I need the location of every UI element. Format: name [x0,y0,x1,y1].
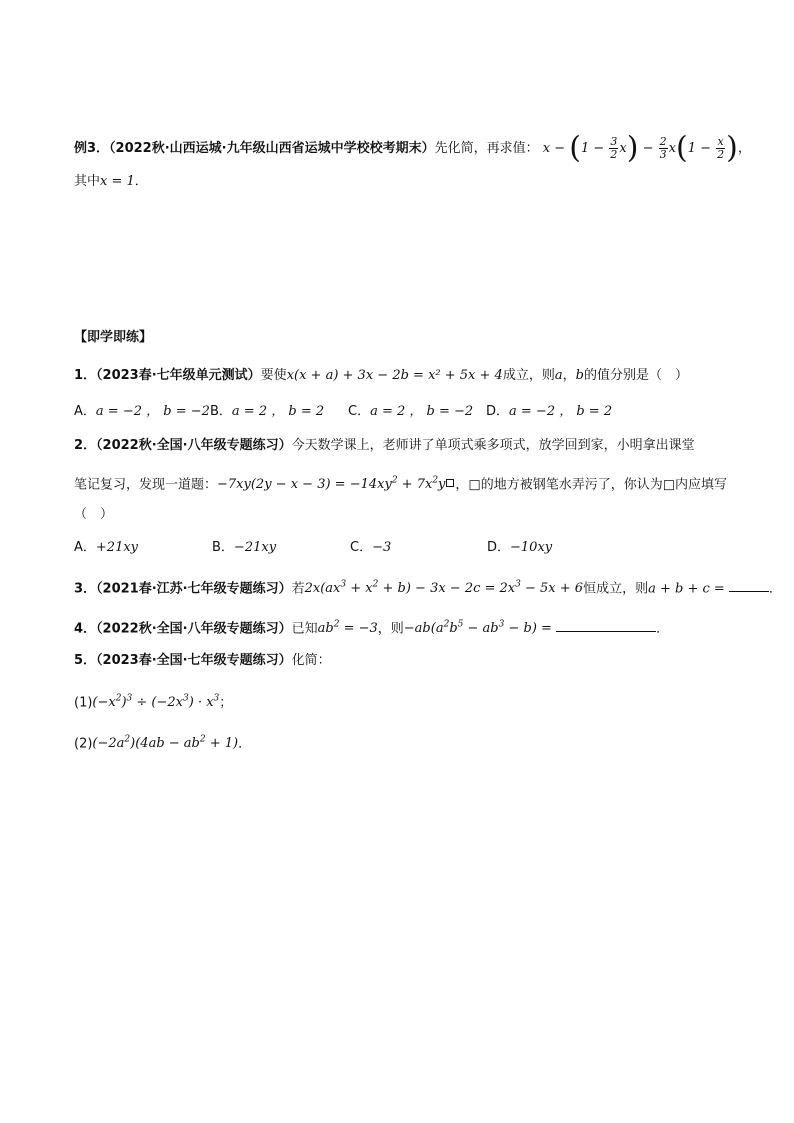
q2-option-b[interactable] [212,538,350,558]
q1-expression: x(x + a) + 3x − 2b = x² + 5x + 4 [286,368,503,383]
q2-option-a-label: A． [74,540,96,555]
q1-option-a-value: a = −2 ， b = −2 [95,404,210,419]
q2-option-c[interactable] [350,538,487,558]
q2-option-a[interactable] [74,538,212,558]
q5-text: 化简： [291,653,331,668]
example3-line1: 例3．（2022秋·山西运城·九年级山西省运城中学校校考期末）先化简，再求值： x − (1 − $\frac{3}{2}$ x) − $\frac{2}{3}$ x(1 − $\frac{x}{2}$ )， [74,130,751,166]
q2-option-b-value: −21xy [233,540,277,555]
example3-end: ． [134,174,148,189]
q1-option-b[interactable] [210,402,348,422]
q4-text-a: 已知 [291,621,318,637]
q2-option-c-label: C． [350,540,373,555]
q5-sub2-expression: $(-2a^2)(4ab - ab^2 + 1)$ [92,735,239,752]
q2-option-b-label: B． [212,540,234,555]
q1-option-d-value: a = −2 ， b = 2 [509,404,613,419]
q2-source: （2022秋·全国·八年级专题练习） [96,438,292,453]
q1-number: 1． [74,368,97,383]
q2-expression: $-7xy(2y - x - 3) = -14xy^2 + 7x^2y$ [217,477,455,492]
q5-source: （2023春·全国·七年级专题练习） [96,653,292,668]
q2-line1 [74,436,695,456]
q5-stem [74,651,331,671]
q4-expression: $-ab(a^2b^5 - ab^3 - b)$ = [403,620,557,637]
q3-target: a + b + c = [648,581,729,597]
q1-option-a[interactable] [74,402,210,422]
q3-source: （2021春·江苏·七年级专题练习） [96,581,292,597]
q5-sub1-expression: $(-x^2)^3 \div (-2x^3) \cdot x^3$ [92,694,220,711]
q1-var-b: b [575,368,584,383]
q1-text-b: 成立，则 [502,368,555,383]
q3-answer-blank[interactable] [729,577,769,592]
q2-option-a-value: +21xy [95,540,139,555]
q2-number: 2． [74,438,97,453]
q2-line2 [74,471,727,495]
q1-text-c: ， [562,368,576,383]
q1-stem [74,366,688,386]
q1-option-b-value: a = 2 ， b = 2 [231,404,325,419]
q5-sub2 [74,730,251,754]
q1-text-a: 要使 [260,368,287,383]
q1-option-a-label: A． [74,404,96,419]
q1-option-d-label: D． [486,404,510,419]
q5-sub2-end: ． [238,736,252,752]
q3-stem [74,575,782,599]
q2-option-d-label: D． [487,540,511,555]
q5-sub1 [74,689,232,713]
q2-text-line2a: 笔记复习，发现一道题： [74,477,218,493]
q2-text-line1: 今天数学课上，老师讲了单项式乘多项式，放学回到家，小明拿出课堂 [291,438,695,453]
q5-sub1-end: ； [219,695,233,711]
example3-condition: 其中 [74,174,101,189]
q1-source: （2023春·七年级单元测试） [96,368,261,383]
example3-text: 先化简，再求值： [434,141,539,156]
q1-option-c[interactable] [348,402,486,422]
q4-source: （2022秋·全国·八年级专题练习） [96,621,292,637]
practice-header: 【即学即练】 [74,330,153,345]
q2-line3: （ ） [74,507,114,522]
q4-text-b: ，则 [377,621,404,637]
q4-number: 4． [74,621,97,637]
q1-options [74,402,612,422]
q4-stem [74,615,669,639]
q1-option-b-label: B． [210,404,232,419]
q3-text-a: 若 [291,581,305,597]
q4-answer-blank[interactable] [556,617,656,632]
q1-var-a: a [554,368,563,383]
q1-option-d[interactable] [486,402,612,422]
q3-text-b: 恒成立，则 [583,581,649,597]
q1-text-d: 的值分别是（ ） [583,368,688,383]
q2-options [74,538,552,558]
q4-given: $ab^2 = -3$ [317,620,378,637]
q1-option-c-label: C． [348,404,371,419]
q3-number: 3． [74,581,97,597]
q5-number: 5． [74,653,97,668]
example3-cond-expr: x = 1 [100,174,135,189]
q2-text-line2b: ，□的地方被钢笔水弄污了，你认为□内应填写 [455,477,727,493]
q5-sub1-label: (1) [74,695,93,711]
q2-option-d-value: −10xy [510,540,553,555]
q4-text-c: ． [656,621,670,637]
q2-option-d[interactable] [487,538,552,558]
q3-expression: $2x(ax^3 + x^2 + b) - 3x - 2c = 2x^3 - 5x + 6$ [304,580,584,597]
q3-text-c: ． [768,581,782,597]
example3-label: 例3． [74,141,110,156]
example3-source: （2022秋·山西运城·九年级山西省运城中学校校考期末） [109,141,435,156]
example3-expression: x − (1 − $\frac{3}{2}$ x) − $\frac{2}{3}$ x(1 − $\frac{x}{2}$ ) [542,130,738,166]
q2-option-c-value: −3 [372,540,392,555]
example3-line2 [74,172,148,192]
ink-blot-box [446,479,454,487]
q5-sub2-label: (2) [74,736,93,752]
q1-option-c-value: a = 2 ， b = −2 [370,404,474,419]
